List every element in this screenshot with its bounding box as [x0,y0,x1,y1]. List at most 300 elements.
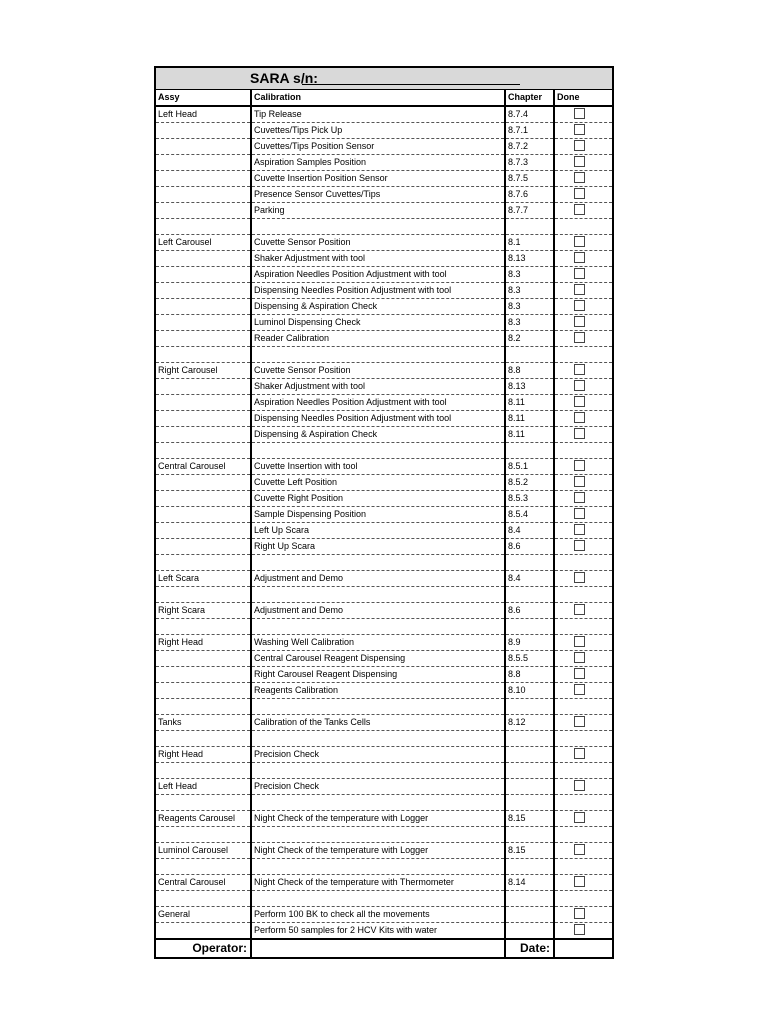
done-checkbox[interactable] [574,124,585,135]
done-cell [554,843,612,859]
calibration-cell [251,699,505,715]
assy-cell [156,683,251,699]
done-cell [554,106,612,123]
assy-cell [156,331,251,347]
signature-row [156,939,612,957]
assy-cell [156,267,251,283]
calibration-cell: Presence Sensor Cuvettes/Tips [251,187,505,203]
done-checkbox[interactable] [574,924,585,935]
done-cell [554,923,612,940]
serial-number-label: SARA s/n: [250,70,318,86]
done-cell [554,155,612,171]
done-checkbox[interactable] [574,172,585,183]
done-checkbox[interactable] [574,668,585,679]
done-cell [554,827,612,843]
done-column-header: Done [554,90,612,106]
assy-cell [156,507,251,523]
assy-cell [156,251,251,267]
assy-cell [156,203,251,219]
assy-cell [156,347,251,363]
done-checkbox[interactable] [574,140,585,151]
done-checkbox[interactable] [574,332,585,343]
operator-field[interactable] [251,939,505,957]
chapter-cell [505,219,554,235]
table-row [156,475,612,491]
done-checkbox[interactable] [574,268,585,279]
assy-cell [156,315,251,331]
calibration-cell: Dispensing Needles Position Adjustment with tool [251,283,505,299]
calibration-rows [156,106,612,939]
done-cell [554,171,612,187]
assy-cell [156,171,251,187]
done-checkbox[interactable] [574,236,585,247]
calibration-cell: Perform 100 BK to check all the movements [251,907,505,923]
calibration-cell: Shaker Adjustment with tool [251,379,505,395]
chapter-cell: 8.10 [505,683,554,699]
chapter-cell [505,347,554,363]
assy-cell: Tanks [156,715,251,731]
done-cell [554,635,612,651]
title-bar [156,68,612,90]
done-checkbox[interactable] [574,748,585,759]
table-row [156,123,612,139]
done-cell [554,411,612,427]
chapter-cell [505,699,554,715]
calibration-cell: Aspiration Needles Position Adjustment with tool [251,395,505,411]
chapter-cell: 8.11 [505,395,554,411]
serial-number-field-line[interactable] [302,84,520,85]
calibration-cell [251,731,505,747]
done-checkbox[interactable] [574,380,585,391]
calibration-cell: Aspiration Needles Position Adjustment with tool [251,267,505,283]
date-field[interactable] [554,939,612,957]
calibration-column-header: Calibration [251,90,505,106]
calibration-cell: Central Carousel Reagent Dispensing [251,651,505,667]
calibration-cell: Cuvette Sensor Position [251,235,505,251]
chapter-cell [505,923,554,940]
calibration-cell: Cuvette Insertion Position Sensor [251,171,505,187]
done-cell [554,139,612,155]
chapter-column-header: Chapter [505,90,554,106]
done-checkbox[interactable] [574,508,585,519]
calibration-cell [251,859,505,875]
done-checkbox[interactable] [574,716,585,727]
chapter-cell [505,795,554,811]
calibration-cell: Right Carousel Reagent Dispensing [251,667,505,683]
table-row [156,267,612,283]
assy-cell [156,139,251,155]
chapter-cell: 8.4 [505,571,554,587]
done-cell [554,331,612,347]
calibration-cell: Dispensing Needles Position Adjustment with tool [251,411,505,427]
calibration-cell: Reagents Calibration [251,683,505,699]
done-cell [554,763,612,779]
calibration-cell: Washing Well Calibration [251,635,505,651]
calibration-cell [251,443,505,459]
done-checkbox[interactable] [574,316,585,327]
chapter-cell [505,731,554,747]
spacer-row [156,763,612,779]
done-cell [554,811,612,827]
calibration-cell: Perform 50 samples for 2 HCV Kits with water [251,923,505,940]
done-checkbox[interactable] [574,364,585,375]
done-cell [554,587,612,603]
chapter-cell: 8.7.1 [505,123,554,139]
done-checkbox[interactable] [574,108,585,119]
chapter-cell: 8.5.5 [505,651,554,667]
table-row [156,171,612,187]
table-row [156,106,612,123]
table-row [156,507,612,523]
done-cell [554,859,612,875]
assy-cell [156,475,251,491]
done-checkbox[interactable] [574,812,585,823]
done-cell [554,251,612,267]
date-label: Date: [505,939,554,957]
chapter-cell: 8.15 [505,811,554,827]
chapter-cell: 8.13 [505,379,554,395]
calibration-cell: Precision Check [251,779,505,795]
spacer-row [156,347,612,363]
done-cell [554,907,612,923]
calibration-cell [251,587,505,603]
table-row [156,315,612,331]
chapter-cell: 8.8 [505,363,554,379]
chapter-cell: 8.5.1 [505,459,554,475]
done-checkbox[interactable] [574,540,585,551]
chapter-cell [505,555,554,571]
assy-cell [156,555,251,571]
chapter-cell [505,779,554,795]
assy-cell [156,219,251,235]
assy-cell: Reagents Carousel [156,811,251,827]
table-row [156,907,612,923]
table-row [156,379,612,395]
calibration-cell [251,795,505,811]
assy-cell [156,379,251,395]
done-checkbox[interactable] [574,300,585,311]
table-row [156,283,612,299]
chapter-cell: 8.4 [505,523,554,539]
assy-cell: Left Carousel [156,235,251,251]
calibration-table [156,90,612,957]
done-checkbox[interactable] [574,604,585,615]
table-row [156,603,612,619]
assy-cell: Central Carousel [156,459,251,475]
done-cell [554,571,612,587]
chapter-cell: 8.7.3 [505,155,554,171]
done-cell [554,283,612,299]
chapter-cell: 8.8 [505,667,554,683]
table-row [156,299,612,315]
chapter-cell [505,859,554,875]
assy-cell: Right Scara [156,603,251,619]
table-row [156,139,612,155]
assy-cell [156,411,251,427]
chapter-cell: 8.7.5 [505,171,554,187]
assy-cell [156,427,251,443]
chapter-cell: 8.7.4 [505,106,554,123]
calibration-cell: Dispensing & Aspiration Check [251,427,505,443]
calibration-cell [251,619,505,635]
assy-cell [156,795,251,811]
chapter-cell: 8.2 [505,331,554,347]
spacer-row [156,699,612,715]
assy-cell [156,187,251,203]
done-cell [554,395,612,411]
calibration-cell: Shaker Adjustment with tool [251,251,505,267]
chapter-cell: 8.7.6 [505,187,554,203]
done-cell [554,523,612,539]
calibration-cell: Cuvette Sensor Position [251,363,505,379]
header-row [156,90,612,106]
calibration-cell: Tip Release [251,106,505,123]
calibration-cell [251,827,505,843]
assy-cell [156,667,251,683]
spacer-row [156,731,612,747]
table-row [156,235,612,251]
chapter-cell: 8.3 [505,299,554,315]
calibration-cell: Cuvette Insertion with tool [251,459,505,475]
calibration-cell: Luminol Dispensing Check [251,315,505,331]
assy-cell [156,539,251,555]
table-row [156,155,612,171]
assy-cell [156,827,251,843]
assy-cell: Right Carousel [156,363,251,379]
done-cell [554,891,612,907]
table-row [156,187,612,203]
done-checkbox[interactable] [574,908,585,919]
calibration-cell: Adjustment and Demo [251,571,505,587]
done-cell [554,667,612,683]
table-row [156,491,612,507]
calibration-cell: Calibration of the Tanks Cells [251,715,505,731]
done-cell [554,459,612,475]
table-row [156,331,612,347]
chapter-cell: 8.13 [505,251,554,267]
done-cell [554,219,612,235]
done-cell [554,795,612,811]
spacer-row [156,555,612,571]
assy-cell [156,523,251,539]
operator-label: Operator: [156,939,251,957]
done-cell [554,619,612,635]
table-row [156,779,612,795]
calibration-cell [251,219,505,235]
assy-cell: Luminol Carousel [156,843,251,859]
done-cell [554,267,612,283]
assy-cell [156,283,251,299]
done-checkbox[interactable] [574,780,585,791]
table-row [156,395,612,411]
done-checkbox[interactable] [574,396,585,407]
calibration-cell: Cuvettes/Tips Pick Up [251,123,505,139]
table-row [156,843,612,859]
table-row [156,411,612,427]
spacer-row [156,827,612,843]
spacer-row [156,619,612,635]
done-cell [554,475,612,491]
assy-cell [156,923,251,940]
done-checkbox[interactable] [574,876,585,887]
done-cell [554,715,612,731]
table-row [156,363,612,379]
done-cell [554,299,612,315]
table-row [156,539,612,555]
table-row [156,427,612,443]
done-cell [554,203,612,219]
done-cell [554,123,612,139]
done-cell [554,235,612,251]
done-cell [554,779,612,795]
table-row [156,523,612,539]
done-checkbox[interactable] [574,476,585,487]
chapter-cell: 8.7.7 [505,203,554,219]
done-cell [554,379,612,395]
chapter-cell [505,907,554,923]
assy-cell [156,123,251,139]
chapter-cell: 8.11 [505,411,554,427]
chapter-cell: 8.6 [505,539,554,555]
done-checkbox[interactable] [574,572,585,583]
done-checkbox[interactable] [574,524,585,535]
assy-cell [156,651,251,667]
chapter-cell: 8.5.4 [505,507,554,523]
done-cell [554,315,612,331]
chapter-cell: 8.7.2 [505,139,554,155]
done-cell [554,699,612,715]
table-row [156,571,612,587]
done-cell [554,683,612,699]
assy-cell: Left Head [156,779,251,795]
calibration-cell: Left Up Scara [251,523,505,539]
spacer-row [156,859,612,875]
spacer-row [156,219,612,235]
done-cell [554,555,612,571]
assy-cell: Right Head [156,747,251,763]
chapter-cell [505,891,554,907]
table-row [156,747,612,763]
chapter-cell: 8.9 [505,635,554,651]
assy-cell [156,443,251,459]
calibration-cell: Night Check of the temperature with Logger [251,811,505,827]
done-checkbox[interactable] [574,284,585,295]
done-checkbox[interactable] [574,156,585,167]
calibration-cell [251,891,505,907]
assy-cell [156,731,251,747]
done-cell [554,651,612,667]
assy-cell [156,763,251,779]
calibration-cell: Cuvette Left Position [251,475,505,491]
chapter-cell [505,763,554,779]
calibration-cell: Reader Calibration [251,331,505,347]
table-row [156,635,612,651]
calibration-cell: Cuvette Right Position [251,491,505,507]
done-cell [554,875,612,891]
assy-cell [156,859,251,875]
calibration-cell: Precision Check [251,747,505,763]
calibration-cell: Right Up Scara [251,539,505,555]
chapter-cell: 8.1 [505,235,554,251]
chapter-cell: 8.14 [505,875,554,891]
spacer-row [156,587,612,603]
done-checkbox[interactable] [574,252,585,263]
done-checkbox[interactable] [574,652,585,663]
table-row [156,715,612,731]
assy-cell: Left Scara [156,571,251,587]
calibration-cell: Cuvettes/Tips Position Sensor [251,139,505,155]
calibration-cell: Adjustment and Demo [251,603,505,619]
chapter-cell [505,587,554,603]
table-row [156,811,612,827]
done-checkbox[interactable] [574,636,585,647]
calibration-cell [251,555,505,571]
calibration-cell [251,763,505,779]
chapter-cell: 8.15 [505,843,554,859]
chapter-cell [505,443,554,459]
done-cell [554,347,612,363]
table-row [156,923,612,940]
table-row [156,683,612,699]
done-cell [554,363,612,379]
spacer-row [156,795,612,811]
chapter-cell [505,747,554,763]
table-row [156,667,612,683]
table-row [156,651,612,667]
assy-cell [156,699,251,715]
assy-cell [156,395,251,411]
calibration-cell: Aspiration Samples Position [251,155,505,171]
done-checkbox[interactable] [574,844,585,855]
assy-column-header: Assy [156,90,251,106]
table-row [156,459,612,475]
assy-cell: Left Head [156,106,251,123]
spacer-row [156,891,612,907]
assy-cell: Right Head [156,635,251,651]
calibration-cell: Parking [251,203,505,219]
done-checkbox[interactable] [574,492,585,503]
done-cell [554,507,612,523]
chapter-cell [505,619,554,635]
assy-cell [156,491,251,507]
done-checkbox[interactable] [574,684,585,695]
chapter-cell: 8.3 [505,267,554,283]
assy-cell [156,155,251,171]
done-checkbox[interactable] [574,412,585,423]
table-row [156,203,612,219]
assy-cell [156,299,251,315]
chapter-cell: 8.5.3 [505,491,554,507]
done-checkbox[interactable] [574,188,585,199]
done-cell [554,491,612,507]
done-cell [554,187,612,203]
done-cell [554,731,612,747]
chapter-cell [505,827,554,843]
done-checkbox[interactable] [574,460,585,471]
assy-cell [156,619,251,635]
chapter-cell: 8.6 [505,603,554,619]
chapter-cell: 8.3 [505,283,554,299]
done-cell [554,539,612,555]
done-checkbox[interactable] [574,204,585,215]
calibration-cell [251,347,505,363]
assy-cell: General [156,907,251,923]
calibration-checklist-sheet [154,66,614,959]
table-row [156,875,612,891]
done-checkbox[interactable] [574,428,585,439]
table-row [156,251,612,267]
done-cell [554,603,612,619]
